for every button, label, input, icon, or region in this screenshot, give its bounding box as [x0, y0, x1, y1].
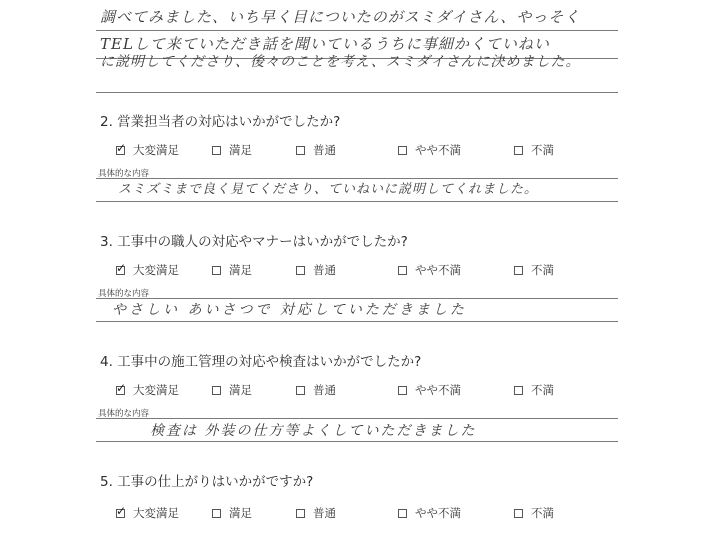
checkbox-icon[interactable]	[212, 146, 221, 155]
section1-rule-1	[96, 30, 618, 31]
question-2-title: 2. 営業担当者の対応はいかがでしたか?	[100, 114, 341, 130]
question-5-option-neutral[interactable]: 普通	[296, 505, 336, 521]
checkbox-checked-icon[interactable]	[116, 509, 125, 518]
question-2-option-dissatisfied[interactable]: 不満	[514, 142, 554, 158]
question-3-answer: やさしい あいさつで 対応していただきました	[112, 302, 467, 318]
question-2-detail-label: 具体的な内容	[98, 169, 150, 179]
question-3-option-somewhat-dissatisfied[interactable]: やや不満	[398, 262, 461, 278]
question-2-rule-bottom	[96, 201, 618, 202]
checkbox-checked-icon[interactable]	[116, 146, 125, 155]
question-2-option-neutral[interactable]: 普通	[296, 142, 336, 158]
question-4-option-dissatisfied[interactable]: 不満	[514, 382, 554, 398]
question-4-rule-bottom	[96, 441, 618, 442]
question-4-option-very-satisfied[interactable]: ✓ 大変満足	[116, 382, 179, 398]
checkbox-checked-icon[interactable]	[116, 386, 125, 395]
question-3-option-dissatisfied[interactable]: 不満	[514, 262, 554, 278]
question-4-option-satisfied[interactable]: 満足	[212, 382, 252, 398]
question-4-option-neutral[interactable]: 普通	[296, 382, 336, 398]
question-3-options	[0, 262, 720, 280]
question-3-option-very-satisfied[interactable]: ✓ 大変満足	[116, 262, 179, 278]
question-2-options	[0, 142, 720, 160]
question-4-detail-label: 具体的な内容	[98, 409, 150, 419]
question-2-option-very-satisfied[interactable]: ✓ 大変満足	[116, 142, 179, 158]
question-3-title: 3. 工事中の職人の対応やマナーはいかがでしたか?	[100, 234, 408, 250]
checkbox-icon[interactable]	[296, 386, 305, 395]
question-5-option-somewhat-dissatisfied[interactable]: やや不満	[398, 505, 461, 521]
question-4-answer: 検査は 外装の仕方等よくしていただきました	[150, 423, 477, 439]
checkbox-icon[interactable]	[212, 266, 221, 275]
question-4-options	[0, 382, 720, 400]
section1-handwriting-line-1: 調べてみました、いち早く目についたのがスミダイさん、やっそく	[100, 8, 581, 26]
question-5-options	[0, 505, 720, 523]
checkbox-icon[interactable]	[296, 509, 305, 518]
question-4-title: 4. 工事中の施工管理の対応や検査はいかがでしたか?	[100, 354, 422, 370]
question-3-option-satisfied[interactable]: 満足	[212, 262, 252, 278]
question-3-detail-label: 具体的な内容	[98, 289, 150, 299]
checkbox-icon[interactable]	[398, 386, 407, 395]
checkbox-icon[interactable]	[514, 509, 523, 518]
checkbox-icon[interactable]	[514, 266, 523, 275]
question-3-option-neutral[interactable]: 普通	[296, 262, 336, 278]
checkbox-icon[interactable]	[398, 509, 407, 518]
checkbox-icon[interactable]	[212, 509, 221, 518]
checkbox-icon[interactable]	[212, 386, 221, 395]
question-5-option-very-satisfied[interactable]: ✓ 大変満足	[116, 505, 179, 521]
question-5-option-dissatisfied[interactable]: 不満	[514, 505, 554, 521]
question-4-option-somewhat-dissatisfied[interactable]: やや不満	[398, 382, 461, 398]
checkbox-icon[interactable]	[296, 146, 305, 155]
question-2-answer: スミズミまで良く見てくださり、ていねいに説明してくれました。	[118, 182, 539, 197]
checkbox-icon[interactable]	[296, 266, 305, 275]
section1-rule-3	[96, 92, 618, 93]
section1-handwriting-line-2: TELして来ていただき話を聞いているうちに事細かくていねい	[100, 35, 550, 53]
question-3-rule-bottom	[96, 321, 618, 322]
section1-handwriting-line-3: に説明してくださり、後々のことを考え、スミダイさんに決めました。	[100, 54, 581, 70]
question-2-option-somewhat-dissatisfied[interactable]: やや不満	[398, 142, 461, 158]
checkbox-icon[interactable]	[514, 386, 523, 395]
checkbox-icon[interactable]	[398, 146, 407, 155]
question-4-rule-top	[96, 418, 618, 419]
question-2-option-satisfied[interactable]: 満足	[212, 142, 252, 158]
checkbox-checked-icon[interactable]	[116, 266, 125, 275]
checkbox-icon[interactable]	[514, 146, 523, 155]
question-5-option-satisfied[interactable]: 満足	[212, 505, 252, 521]
checkbox-icon[interactable]	[398, 266, 407, 275]
question-5-title: 5. 工事の仕上がりはいかがですか?	[100, 474, 314, 490]
